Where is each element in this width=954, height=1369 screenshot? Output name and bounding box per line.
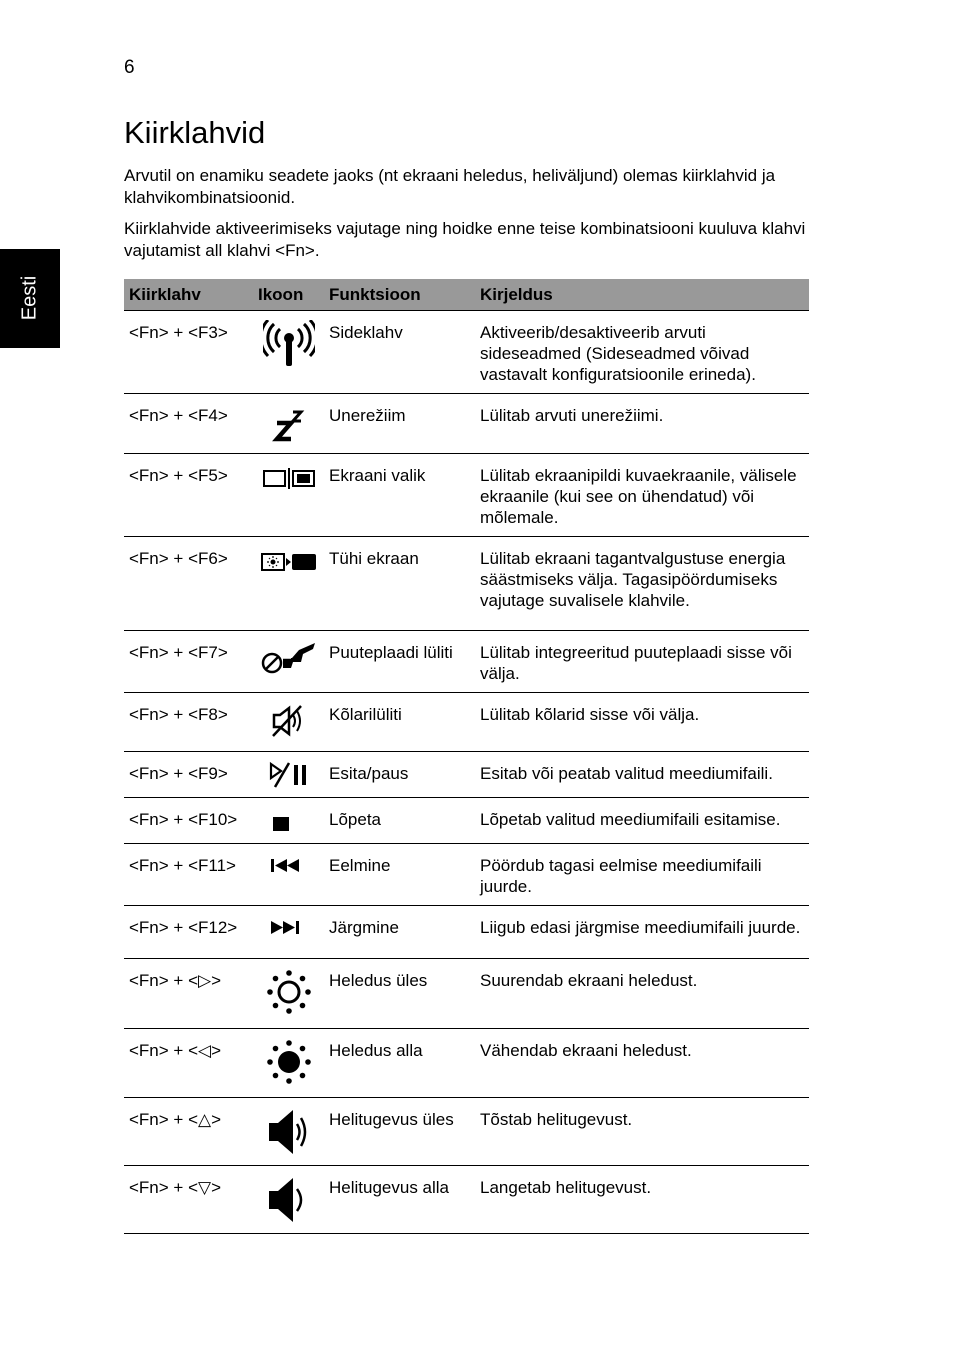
description-cell: Lülitab ekraani tagantvalgustuse energia säästmiseks välja. Tagasipöördumiseks vajutage suvalisele klahvile.: [475, 537, 809, 631]
description-cell: Lülitab ekraanipildi kuvaekraanile, välisele ekraanile (kui see on ühendatud) või mõlemale.: [475, 454, 809, 537]
function-cell: Eelmine: [324, 844, 475, 906]
table-row: [124, 844, 809, 906]
language-side-tab: [0, 249, 60, 348]
hotkey-cell: <Fn> + <F5>: [124, 454, 253, 537]
hotkey-cell: <Fn> + <F7>: [124, 631, 253, 693]
function-cell: Heledus üles: [324, 959, 475, 1029]
description-cell: Tõstab helitugevust.: [475, 1098, 809, 1166]
table-row: [124, 693, 809, 752]
function-cell: Unerežiim: [324, 394, 475, 454]
table-row: [124, 631, 809, 693]
function-cell: Puuteplaadi lüliti: [324, 631, 475, 693]
description-cell: Lülitab kõlarid sisse või välja.: [475, 693, 809, 752]
description-cell: Lülitab arvuti unerežiimi.: [475, 394, 809, 454]
stop-icon: [267, 807, 311, 835]
table-row: [124, 311, 809, 394]
hotkey-cell: <Fn> + <▷>: [124, 959, 253, 1029]
header-icon: Ikoon: [253, 279, 324, 311]
page-number: 6: [124, 57, 135, 78]
intro-paragraph-1: Arvutil on enamiku seadete jaoks (nt ekraani heledus, heliväljund) olemas kiirklahvid ja klahvikombinatsioonid.: [124, 166, 776, 207]
hotkey-table: [124, 279, 809, 1234]
hotkey-cell: <Fn> + <F6>: [124, 537, 253, 631]
description-cell: Vähendab ekraani heledust.: [475, 1029, 809, 1098]
table-row: [124, 1098, 809, 1166]
speaker-mute-icon: [269, 702, 309, 740]
description-cell: Esitab või peatab valitud meediumifaili.: [475, 752, 809, 798]
hotkey-cell: <Fn> + <▽>: [124, 1166, 253, 1234]
table-row: [124, 394, 809, 454]
hotkey-cell: <Fn> + <F9>: [124, 752, 253, 798]
volume-down-icon: [265, 1175, 313, 1225]
page-title: Kiirklahvid: [124, 115, 266, 150]
brightness-up-icon: [265, 968, 313, 1016]
table-row: [124, 1029, 809, 1098]
table-header-row: [124, 279, 809, 311]
description-cell: Liigub edasi järgmise meediumifaili juurde.: [475, 906, 809, 959]
table-row: [124, 798, 809, 844]
description-cell: Langetab helitugevust.: [475, 1166, 809, 1234]
display-off-icon: [259, 546, 319, 576]
function-cell: Helitugevus alla: [324, 1166, 475, 1234]
next-track-icon: [267, 915, 311, 939]
function-cell: Helitugevus üles: [324, 1098, 475, 1166]
table-row: [124, 959, 809, 1029]
description-cell: Lülitab integreeritud puuteplaadi sisse või välja.: [475, 631, 809, 693]
hotkey-cell: <Fn> + <F11>: [124, 844, 253, 906]
touchpad-toggle-icon: [259, 640, 319, 676]
table-row: [124, 752, 809, 798]
table-row: [124, 906, 809, 959]
previous-track-icon: [267, 853, 311, 877]
hotkey-cell: <Fn> + <F8>: [124, 693, 253, 752]
function-cell: Tühi ekraan: [324, 537, 475, 631]
hotkey-cell: <Fn> + <F10>: [124, 798, 253, 844]
hotkey-cell: <Fn> + <F12>: [124, 906, 253, 959]
language-side-tab-label: Eesti: [18, 275, 41, 321]
hotkey-cell: <Fn> + <◁>: [124, 1029, 253, 1098]
hotkey-cell: <Fn> + <△>: [124, 1098, 253, 1166]
function-cell: Ekraani valik: [324, 454, 475, 537]
function-cell: Heledus alla: [324, 1029, 475, 1098]
function-cell: Esita/paus: [324, 752, 475, 798]
header-description: Kirjeldus: [475, 279, 809, 311]
table-row: [124, 454, 809, 537]
function-cell: Kõlarilüliti: [324, 693, 475, 752]
sleep-zz-icon: [269, 403, 309, 445]
brightness-down-icon: [265, 1038, 313, 1086]
table-row: [124, 1166, 809, 1234]
function-cell: Järgmine: [324, 906, 475, 959]
display-switch-icon: [261, 463, 317, 493]
description-cell: Suurendab ekraani heledust.: [475, 959, 809, 1029]
volume-up-icon: [265, 1107, 313, 1157]
wireless-antenna-icon: [263, 320, 315, 370]
table-row: [124, 537, 809, 631]
intro-paragraph-2: Kiirklahvide aktiveerimiseks vajutage ning hoidke enne teise kombinatsiooni kuuluva klahvi vajutamist all klahvi <Fn>.: [124, 219, 806, 260]
header-function: Funktsioon: [324, 279, 475, 311]
header-hotkey: Kiirklahv: [124, 279, 253, 311]
hotkey-cell: <Fn> + <F3>: [124, 311, 253, 394]
function-cell: Sideklahv: [324, 311, 475, 394]
description-cell: Aktiveerib/desaktiveerib arvuti sideseadmed (Sideseadmed võivad vastavalt konfiguratsioonile erineda).: [475, 311, 809, 394]
hotkey-cell: <Fn> + <F4>: [124, 394, 253, 454]
play-pause-icon: [267, 761, 311, 789]
description-cell: Lõpetab valitud meediumifaili esitamise.: [475, 798, 809, 844]
description-cell: Pöördub tagasi eelmise meediumifaili juurde.: [475, 844, 809, 906]
function-cell: Lõpeta: [324, 798, 475, 844]
